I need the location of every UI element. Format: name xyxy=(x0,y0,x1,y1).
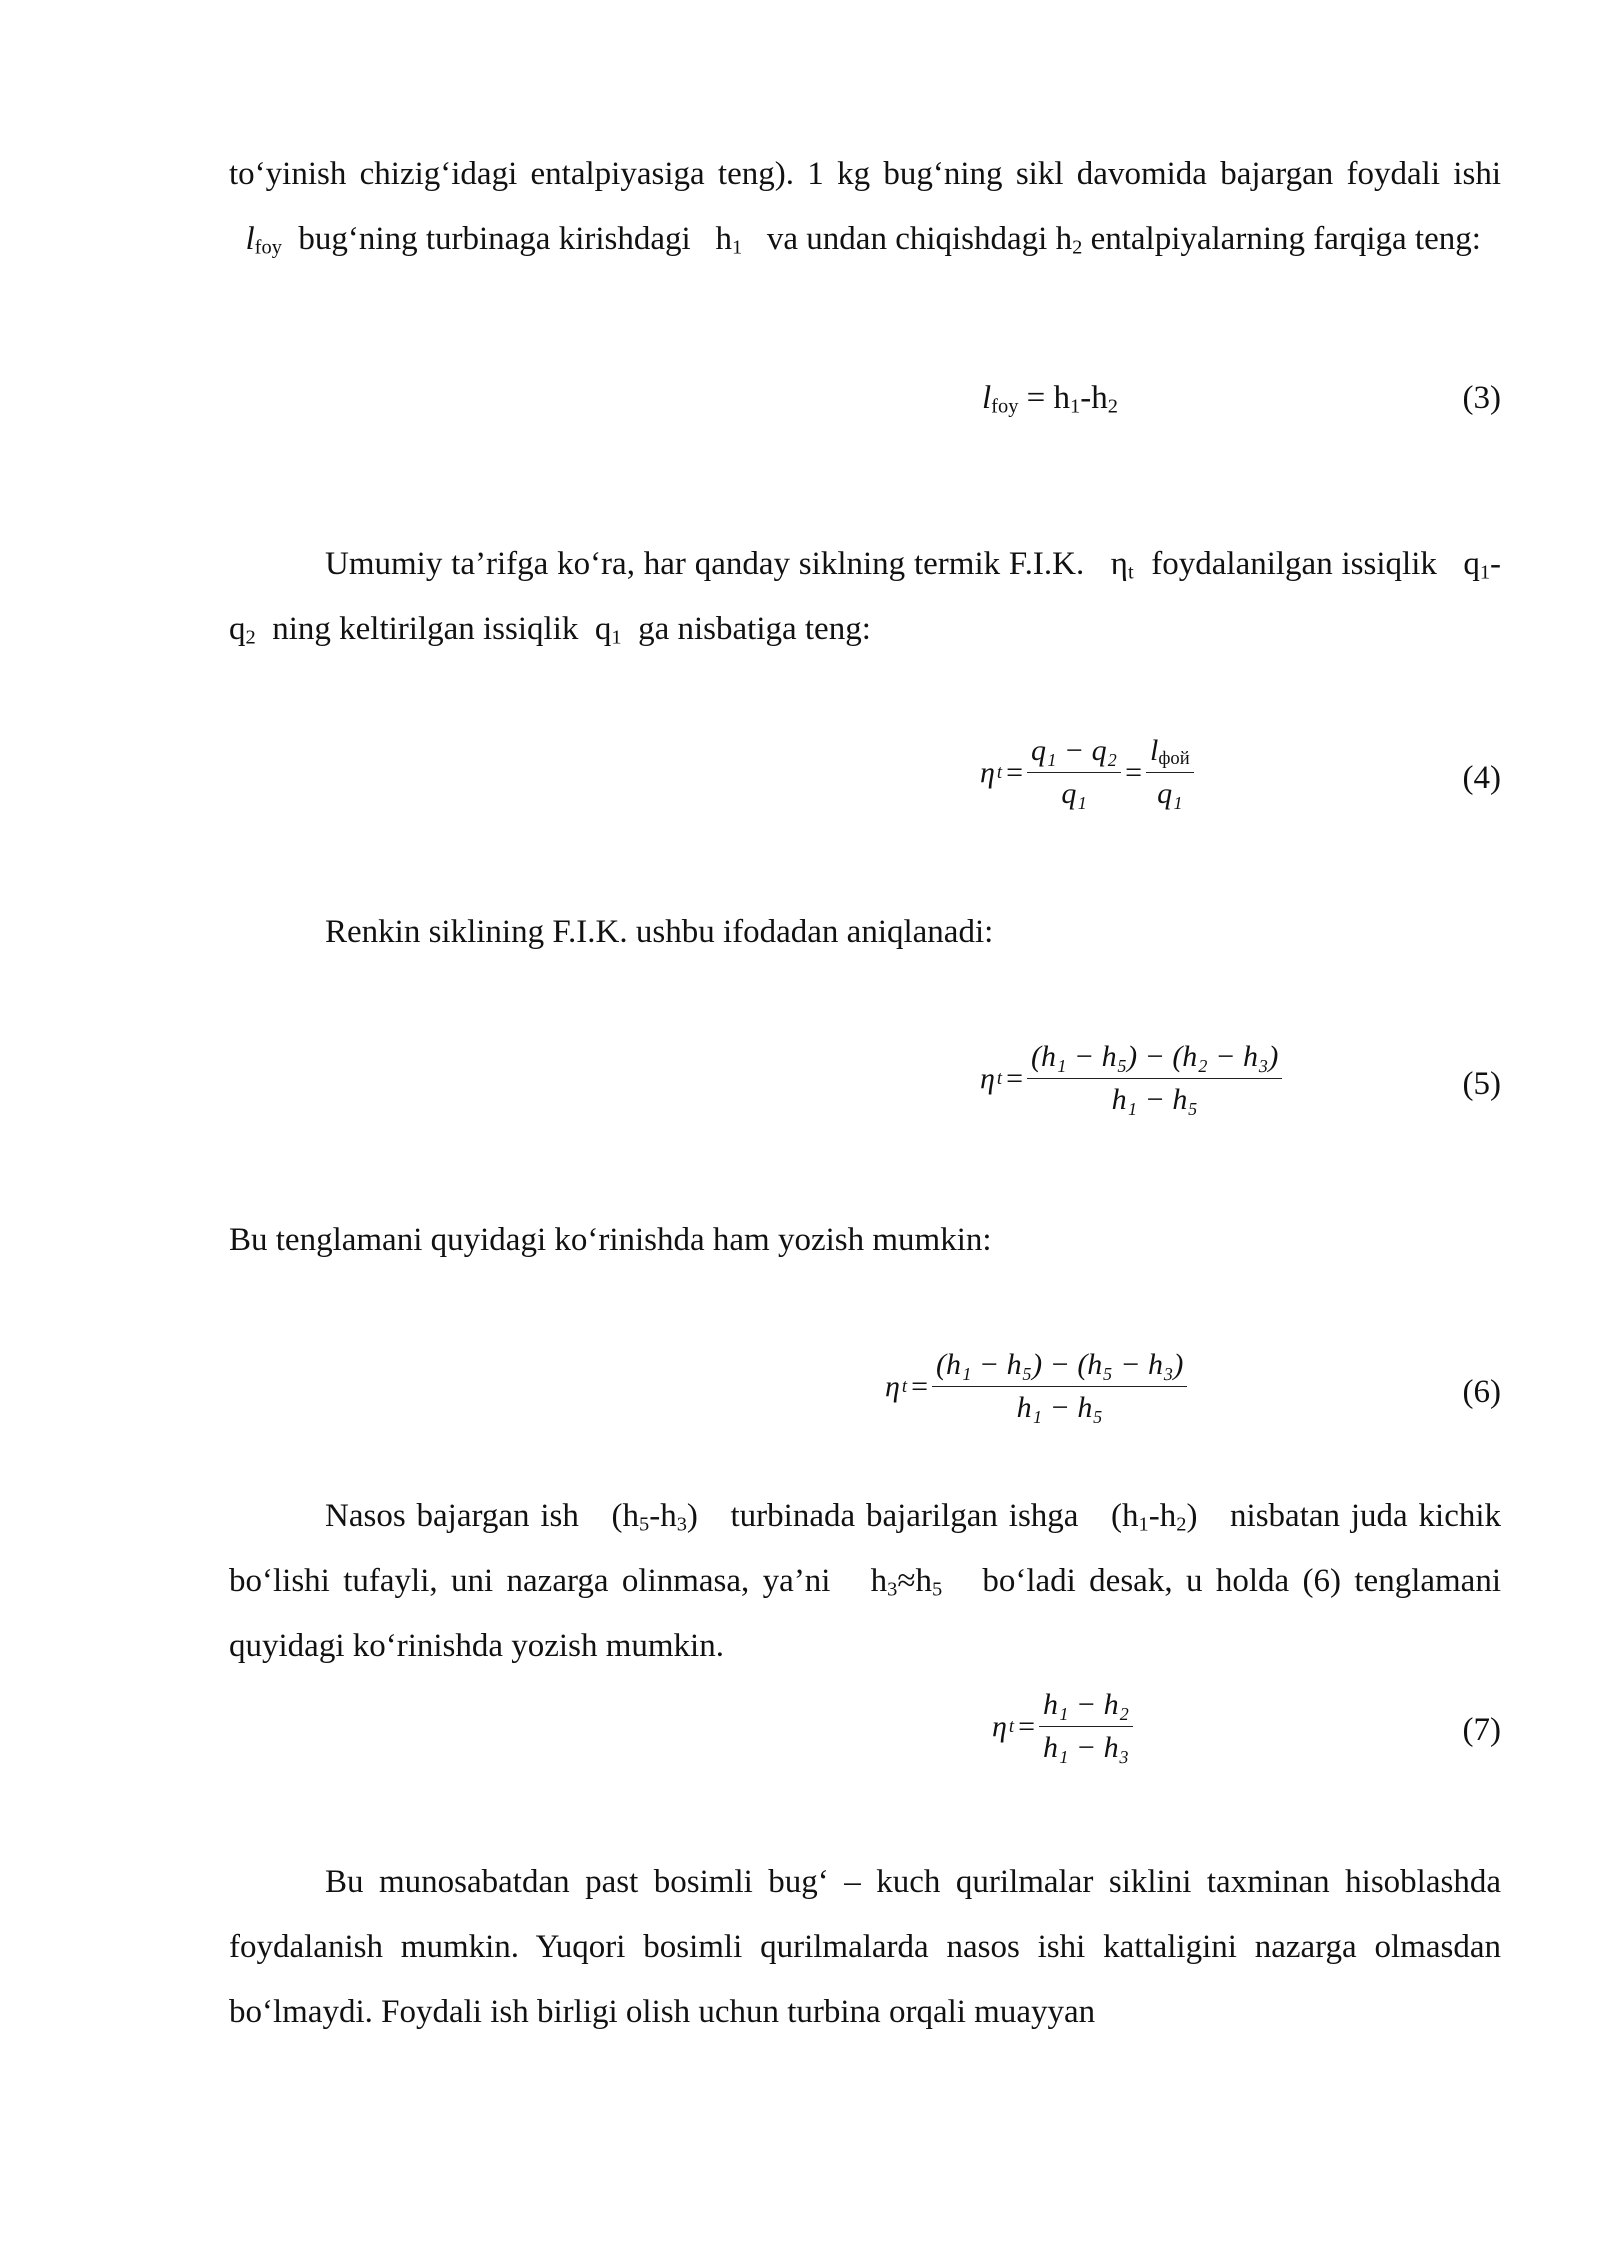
p5-text-g: bo‘ladi desak, u holda (6) tenglamani quyidagi ko‘rinishda yozish mumkin. xyxy=(229,1563,1501,1664)
p5-d-mid: -h xyxy=(1148,1498,1177,1534)
paragraph-4 xyxy=(229,1208,1501,1273)
p5-d-end: ) xyxy=(1186,1498,1198,1534)
equation-number-3: (3) xyxy=(1462,380,1501,416)
eq7-den: h₁ − h₃ xyxy=(1042,1731,1130,1764)
eq3-sub2: 2 xyxy=(1107,395,1118,418)
p1-h2-sub: 2 xyxy=(1072,236,1083,259)
eq6-eta: η xyxy=(885,1369,900,1403)
p5-d-sub2: 2 xyxy=(1176,1513,1187,1536)
p2-text-a: Umumiy ta’rifga ko‘ra, har qanday siklning termik F.I.K. xyxy=(325,546,1085,582)
eq7-num: h₁ − h₂ xyxy=(1039,1686,1133,1727)
eq4-num2-sub: фой xyxy=(1158,748,1190,770)
p5-b-sub2: 3 xyxy=(676,1513,687,1536)
p1-text: to‘yinish chizig‘idagi entalpiyasiga teng). 1 kg bug‘ning sikl davomida bajargan foydali ishi xyxy=(229,156,1501,192)
eq4-fraction-2 xyxy=(1146,732,1194,813)
p2-q1: q xyxy=(1463,546,1480,582)
paragraph-1 xyxy=(229,142,1501,272)
p1-l-sub: foy xyxy=(254,236,282,259)
eq7-eta: η xyxy=(992,1709,1007,1743)
p5-f-sub1: 3 xyxy=(887,1578,898,1601)
eq4-den1: q₁ xyxy=(1061,777,1087,810)
p1-h2: h xyxy=(1055,221,1073,257)
eq4-den2: q₁ xyxy=(1157,777,1183,810)
eq5-eta: η xyxy=(980,1061,995,1095)
equation-4: η t = $\frac{\text{q₁ − q₂}}{\text{q₁}}$ = $\frac{l_{фой}}{\text{q₁}}$ xyxy=(980,732,1194,813)
equation-3 xyxy=(982,380,1118,417)
eq3-rhs: = h xyxy=(1018,380,1071,416)
p5-d-sub1: 1 xyxy=(1138,1513,1149,1536)
p5-d: (h xyxy=(1111,1498,1139,1534)
eq5-num: (h₁ − h₅) − (h₂ − h₃) xyxy=(1027,1038,1282,1079)
eq6-fraction xyxy=(932,1346,1187,1427)
equation-number-6: (6) xyxy=(1462,1374,1501,1410)
equation-number-4: (4) xyxy=(1462,760,1501,796)
p2-q: q xyxy=(594,611,612,647)
eq5-den: h₁ − h₅ xyxy=(1111,1083,1198,1116)
p5-text-a: Nasos bajargan ish xyxy=(325,1498,579,1534)
p2-q2-sub: 2 xyxy=(245,626,256,649)
eq3-mid: -h xyxy=(1080,380,1108,416)
eq3-lhs: l xyxy=(982,380,992,416)
eq6-den: h₁ − h₅ xyxy=(1016,1391,1103,1424)
eq4-eta: η xyxy=(980,755,995,789)
eq4-num1: q₁ − q₂ xyxy=(1027,732,1121,773)
equation-5: η t = $\frac{\text{(h₁ − h₅) − (h₂ − h₃)}}{\text{h₁ − h₅}}$ xyxy=(980,1038,1282,1119)
eq3-lhs-sub: foy xyxy=(991,395,1019,418)
eq4-num2: l xyxy=(1150,734,1159,767)
p5-f-sub2: 5 xyxy=(931,1578,943,1601)
eq5-fraction xyxy=(1027,1038,1282,1119)
p3-text: Renkin siklining F.I.K. ushbu ifodadan aniqlanadi: xyxy=(325,914,994,950)
p2-text-d: ga nisbatiga teng: xyxy=(638,611,871,647)
p5-f-mid: ≈h xyxy=(897,1563,932,1599)
p5-b-sub1: 5 xyxy=(638,1513,650,1536)
equation-number-7: (7) xyxy=(1462,1712,1501,1748)
p1-text-d: entalpiyalarning farqiga teng: xyxy=(1090,221,1481,257)
equation-number-5: (5) xyxy=(1462,1066,1501,1102)
equation-6: η t = $\frac{\text{(h₁ − h₅) − (h₅ − h₃)}}{\text{h₁ − h₅}}$ xyxy=(885,1346,1187,1427)
eq7-fraction xyxy=(1039,1686,1133,1767)
p2-eta-sub: t xyxy=(1127,561,1134,584)
p5-text-c: turbinada bajarilgan ishga xyxy=(730,1498,1079,1534)
p5-b-mid: -h xyxy=(649,1498,677,1534)
paragraph-2 xyxy=(229,532,1501,662)
p1-h1: h xyxy=(715,221,732,257)
p2-q1-sub: 1 xyxy=(1479,561,1491,584)
p2-text-c: ning keltirilgan issiqlik xyxy=(272,611,579,647)
eq6-num: (h₁ − h₅) − (h₅ − h₃) xyxy=(932,1346,1187,1387)
eq4-fraction-1 xyxy=(1027,732,1121,813)
p5-b: (h xyxy=(611,1498,639,1534)
p1-text-c: va undan chiqishdagi xyxy=(766,221,1048,257)
p2-eta: η xyxy=(1110,546,1128,582)
p1-text-b: bug‘ning turbinaga kirishdagi xyxy=(298,221,691,257)
p1-h1-sub: 1 xyxy=(731,236,743,259)
paragraph-5 xyxy=(229,1484,1501,1679)
p2-text-b: foydalanilgan issiqlik xyxy=(1151,546,1437,582)
p5-b-end: ) xyxy=(686,1498,698,1534)
p2-q2: -q xyxy=(229,546,1502,647)
p5-f: h xyxy=(870,1563,888,1599)
p2-q-sub: 1 xyxy=(611,626,622,649)
p1-l: l xyxy=(245,221,255,257)
eq3-sub1: 1 xyxy=(1070,395,1081,418)
paragraph-6 xyxy=(229,1850,1501,2045)
p6-text: Bu munosabatdan past bosimli bug‘ – kuch qurilmalar siklini taxminan hisoblashda foydalanish mumkin. Yuqori bosimli qurilmalarda nasos ishi kattaligini nazarga olmasdan bo‘lmaydi. Foydali ish birligi olish uchun turbina orqali muayyan xyxy=(229,1864,1501,2030)
p4-text: Bu tenglamani quyidagi ko‘rinishda ham yozish mumkin: xyxy=(229,1222,992,1258)
equation-7: η t = $\frac{\text{h₁ − h₂}}{\text{h₁ − h₃}}$ xyxy=(992,1686,1133,1767)
p5-text-e: nisbatan juda kichik bo‘lishi tufayli, uni nazarga olinmasa, ya’ni xyxy=(229,1498,1502,1599)
paragraph-3 xyxy=(229,900,1501,965)
